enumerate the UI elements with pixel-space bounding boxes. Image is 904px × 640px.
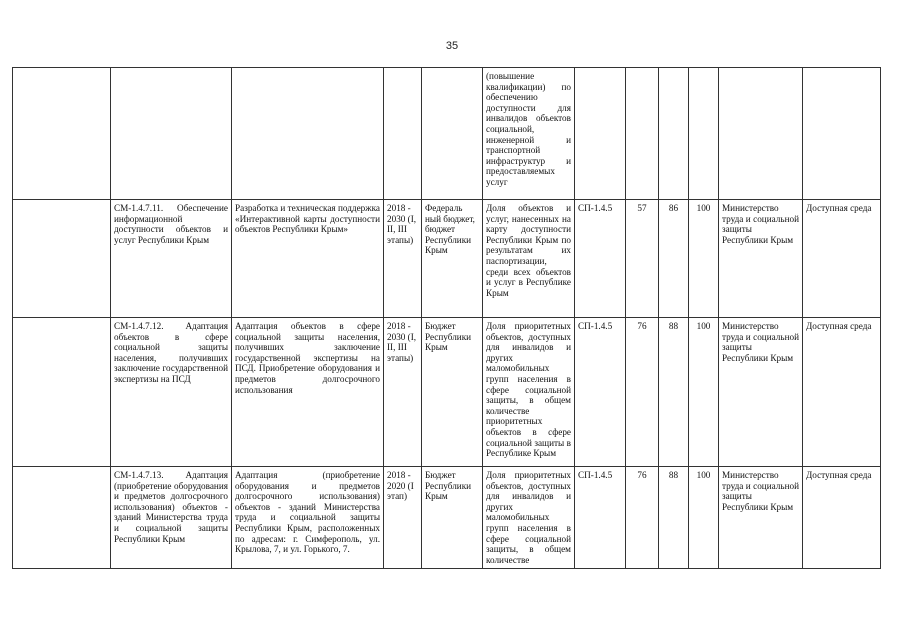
program-cell: Доступная среда [803,318,881,467]
table-row [13,318,881,467]
event-cell [111,68,232,200]
program-cell [803,68,881,200]
table-row [13,68,881,200]
value-cell-3: 100 [689,200,719,318]
group-cell [13,200,111,318]
value-cell-3: 100 [689,318,719,467]
period-cell: 2018 - 2030 (I, II, III этапы) [384,318,422,467]
table-row [13,200,881,318]
content-cell: Разработка и техническая поддержка «Интерактивной карты доступности объектов Республики Крым» [232,200,384,318]
program-cell: Доступная среда [803,200,881,318]
indicator-cell: (повышение квалификации) по обеспечению доступности для инвалидов объектов социальной, инженерной и транспортной инфраструктур и предоставляемых услуг [483,68,575,200]
funding-cell: Бюджет Республики Крым [422,318,483,467]
code-cell: СП-1.4.5 [575,200,626,318]
value-cell-1: 76 [626,318,659,467]
value-cell-2 [659,68,689,200]
code-cell: СП-1.4.5 [575,318,626,467]
code-cell: СП-1.4.5 [575,467,626,569]
code-cell [575,68,626,200]
value-cell-1: 57 [626,200,659,318]
group-cell [13,318,111,467]
value-cell-3 [689,68,719,200]
value-cell-2: 86 [659,200,689,318]
program-cell: Доступная среда [803,467,881,569]
indicator-cell: Доля объектов и услуг, нанесенных на карту доступности Республики Крым по результатам их паспортизации, среди всех объектов и услуг в Республике Крым [483,200,575,318]
event-cell: СМ-1.4.7.11. Обеспечение информационной доступности объектов и услуг Республики Крым [111,200,232,318]
executor-cell: Министерство труда и социальной защиты Республики Крым [719,200,803,318]
period-cell [384,68,422,200]
indicator-cell: Доля приоритетных объектов, доступных для инвалидов и других маломобильных групп населения в сфере социальной защиты, в общем количестве приоритетных объектов в сфере социальной защиты в Республике Крым [483,318,575,467]
value-cell-2: 88 [659,467,689,569]
table-row [13,467,881,569]
group-cell [13,68,111,200]
funding-cell: Бюджет Республики Крым [422,467,483,569]
value-cell-1 [626,68,659,200]
indicator-cell: Доля приоритетных объектов, доступных для инвалидов и других маломобильных групп населения в сфере социальной защиты, в общем количестве [483,467,575,569]
value-cell-2: 88 [659,318,689,467]
value-cell-1: 76 [626,467,659,569]
group-cell [13,467,111,569]
content-cell: Адаптация (приобретение оборудования и предметов долгосрочного использования) объектов - зданий Министерства труда и социальной защиты Республики Крым, расположенных по адресам: г. Симферополь, ул. Крылова, 7, и ул. Горького, 7. [232,467,384,569]
event-cell: СМ-1.4.7.13. Адаптация (приобретение оборудования и предметов долгосрочного использования) объектов - зданий Министерства труда и социальной защиты Республики Крым [111,467,232,569]
executor-cell: Министерство труда и социальной защиты Республики Крым [719,318,803,467]
page-number: 35 [445,40,459,52]
content-cell: Адаптация объектов в сфере социальной защиты населения, получивших заключение государственной экспертизы на ПСД. Приобретение оборудования и предметов долгосрочного использования [232,318,384,467]
funding-cell: Федераль ный бюджет, бюджет Республики Крым [422,200,483,318]
funding-cell [422,68,483,200]
content-cell [232,68,384,200]
event-cell: СМ-1.4.7.12. Адаптация объектов в сфере социальной защиты населения, получивших заключение государственной экспертизы на ПСД [111,318,232,467]
period-cell: 2018 - 2030 (I, II, III этапы) [384,200,422,318]
value-cell-3: 100 [689,467,719,569]
executor-cell: Министерство труда и социальной защиты Республики Крым [719,467,803,569]
period-cell: 2018 - 2020 (I этап) [384,467,422,569]
executor-cell [719,68,803,200]
measures-table [12,67,881,569]
